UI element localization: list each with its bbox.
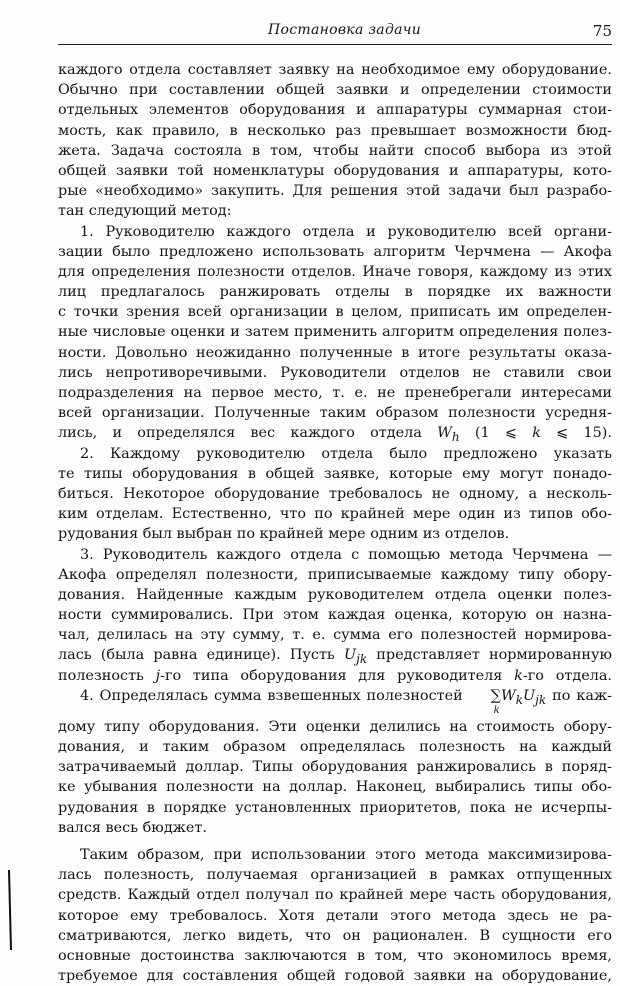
text-fragment: представляет нормированную [376,647,612,664]
text-line: зации было предложено использовать алгоритм Черчмена — Акофа [58,243,612,260]
text-fragment: -го типа оборудования для руководителя [160,667,503,684]
range-close: ⩽ 15). [540,425,612,442]
text-line: биться. Некоторое оборудование требовалось не одному, а несколь- [58,485,612,502]
text-line-with-formula: 4. Определялась сумма взвешенных полезностей ∑ k $W_kU_{jk}$ по каж- [80,687,613,716]
text-line: ким отделам. Естественно, что по крайней мере один из типов обо- [58,506,612,523]
text-line: ные числовые оценки и затем применить алгоритм определения полез- [58,324,612,341]
text-line: рые «необходимо» закупить. Для решения этой задачи был разрабо- [58,183,612,200]
text-fragment: по каж- [552,687,613,704]
text-line: сматриваются, легко видеть, что он рационален. В сущности его [58,927,612,944]
text-line: тан следующий метод: [58,203,232,220]
weight-var: $W_h$ [437,425,460,445]
text-line: 2. Каждому руководителю отдела было предложено указать [80,445,612,462]
text-line: дования, и таким образом определялась полезность на каждый [58,739,612,755]
text-fragment: -го отдела. [522,667,613,684]
text-line: Таким образом, при использовании этого метода максимизирова- [80,846,612,863]
text-line: рудования в порядке установленных приоритетов, пока не исчерпы- [58,799,612,816]
text-line: лиц предлагалось ранжировать отделы в порядке их важности [58,284,612,301]
text-line-with-formula [58,423,612,443]
text-line: те типы оборудования в общей заявке, которые ему могут понадо- [58,465,612,482]
body-text [58,60,612,986]
text-line: общей заявки той номенклатуры оборудования и аппаратуры, кото- [58,162,612,179]
text-line: чал, делилась на эту сумму, т. е. сумма его полезностей нормирова- [58,627,612,644]
text-fragment: лась (была равна единице). Пусть [58,647,335,664]
text-line: лись непротиворечивыми. Руководители отделов не ставили свои [58,364,612,381]
text-line: лась полезность, получаемая организацией в рамках отпущенных [58,867,612,884]
text-line: всей организации. Полученные таким образом полезности усредня- [58,405,612,422]
text-line: основные достоинства заключаются в том, что экономилось время, [58,947,612,964]
text-line: Акофа определял полезности, приписываемые каждому типу обору- [58,566,612,583]
scan-edge-mark [8,870,14,950]
text-line: каждого отдела составляет заявку на необходимое ему оборудование. [58,62,612,78]
text-line-with-formula [58,645,612,665]
header-rule [58,44,612,45]
text-line: жета. Задача состояла в том, чтобы найти способ выбора из этой [58,142,612,159]
running-title: Постановка задачи [268,22,422,38]
text-line: средств. Каждый отдел получал по крайней мере часть оборудования, [58,887,612,904]
text-line: 3. Руководитель каждого отдела с помощью метода Черчмена — [80,546,612,563]
text-line: мость, как правило, в несколько раз превышает возможности бюд- [58,122,612,139]
sum-formula: ∑ k [490,687,501,716]
k-var: k [514,667,523,684]
text-line: отдельных элементов оборудования и аппаратуры суммарная стои- [58,102,612,119]
text-line: рудования был выбран по крайней мере одним из отделов. [58,526,510,543]
util-var: $U_{jk}$ [343,647,368,667]
text-line: требуемое для составления общей годовой заявки на оборудование, [58,968,612,985]
text-line-with-formula [58,666,612,686]
text-line: для определения полезности отделов. Иначе говоря, каждому из этих [58,263,612,280]
text-fragment: полезность [58,667,144,684]
text-line: которое ему требовалось. Хотя детали этого метода здесь не ра- [58,907,612,924]
text-line: Обычно при составлении общей заявки и определении стоимости [58,82,612,99]
text-line: затрачиваемый доллар. Типы оборудования ранжировались в поряд- [58,759,612,776]
text-line: ности суммировались. При этом каждая оценка, которую он назна- [58,607,612,624]
text-line: 1. Руководителю каждого отдела и руководителю всей органи- [80,223,612,240]
text-fragment: лись, и определялся вес каждого отдела [58,425,422,442]
text-line: дому типу оборудования. Эти оценки делились на стоимость обору- [58,718,612,735]
j-var: j [155,667,161,684]
text-line: подразделения на первое место, т. е. не пренебрегали интересами [58,385,612,401]
text-line: дования. Найденные каждым руководителем отдела оценки полез- [58,586,612,603]
text-fragment: 4. Определялась сумма взвешенных полезностей [80,687,463,704]
page-number: 75 [592,22,612,40]
text-line: вался весь бюджет. [58,819,207,836]
text-line: ке убывания полезности на доллар. Наконец, выбирались типы обо- [58,779,612,796]
range-k: k [532,425,541,442]
running-header [58,22,612,44]
text-line: ности. Довольно неожиданно полученные в итоге результаты оказа- [58,344,612,361]
text-line: с точки зрения всей организации в целом, приписать им определен- [58,304,612,321]
range-open: (1 ⩽ [474,425,533,442]
